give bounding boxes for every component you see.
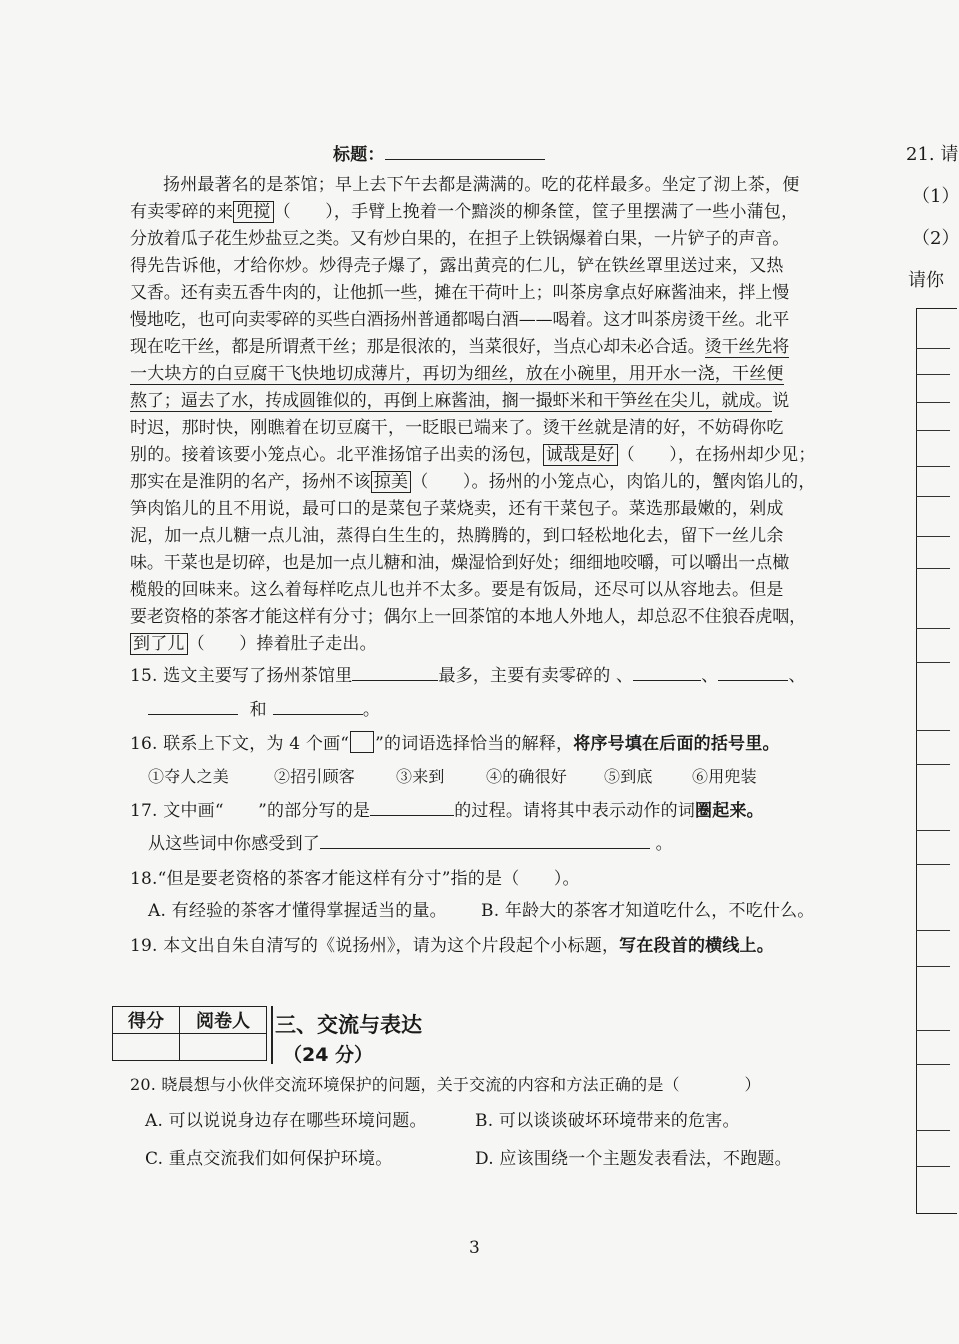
next-page-edge <box>900 0 959 1344</box>
passage-text: 有卖零碎的来 <box>130 202 234 222</box>
q21-part-1: （1） <box>912 186 959 207</box>
passage-text: （ ）。扬州的小笼点心，肉馅儿的，蟹肉馅儿的， <box>411 472 816 492</box>
writing-grid[interactable] <box>916 308 957 1214</box>
q21-fragment: 21. 请 <box>906 144 959 165</box>
section-score: （24 分） <box>283 1044 374 1066</box>
q18-option-a: A. 有经验的茶客才懂得掌握适当的量。 <box>148 901 447 921</box>
grid-line <box>916 348 950 349</box>
passage-line-16: 榄般的回味来。这么着每样吃点儿也并不太多。要是有饭局，还尽可以从容地去。但是 <box>130 580 784 600</box>
passage-text: （ ），在扬州却少见； <box>617 445 816 465</box>
passage-line-8 <box>130 361 784 387</box>
question-17 <box>130 797 764 824</box>
q15-sep: 、 <box>701 666 719 686</box>
score-cell[interactable] <box>113 1034 180 1061</box>
grid-line <box>916 830 950 831</box>
q15-blank-2[interactable] <box>633 662 701 681</box>
passage-text: （ ），手臂上挽着一个黯淡的柳条筐，筐子里摆满了一些小蒲包， <box>273 202 799 222</box>
q18-option-b: B. 年龄大的茶客才知道吃什么，不吃什么。 <box>481 901 815 921</box>
q17-bold-text: 圈起来。 <box>695 801 764 821</box>
question-15 <box>130 662 806 689</box>
passage-line-15: 味。干菜也是切碎，也是加一点儿糖和油，燥湿恰到好处；细细地咬嚼，可以嚼出一点橄 <box>130 553 790 573</box>
passage-line-11 <box>130 442 816 468</box>
boxed-word-daoleer: 到了儿 <box>130 633 188 655</box>
score-header: 得分 <box>113 1007 180 1034</box>
passage-text: （ ）捧着肚子走出。 <box>187 634 377 654</box>
question-20: 20. 晓晨想与小伙伴交流环境保护的问题，关于交流的内容和方法正确的是（ ） <box>130 1075 761 1094</box>
section-title: 三、交流与表达 <box>275 1013 422 1037</box>
grader-cell[interactable] <box>180 1034 267 1061</box>
question-15-cont <box>148 696 380 723</box>
passage-line-7 <box>130 334 789 360</box>
passage-line-14: 泥，加一点儿糖一点儿油，蒸得白生生的，热腾腾的，到口轻松地化去，留下一丝儿余 <box>130 526 784 546</box>
q15-blank-5[interactable] <box>273 696 363 715</box>
q15-end: 。 <box>362 700 381 720</box>
question-17-cont <box>148 830 673 857</box>
title-label: 标题： <box>333 145 385 165</box>
q17-end: 。 <box>655 834 673 854</box>
grid-line <box>916 930 950 931</box>
q16-text: ”的词语选择恰当的解释， <box>375 734 574 754</box>
passage-text: 别的。接着该要小笼点心。北平淮扬馆子出卖的汤包， <box>130 445 543 465</box>
boxed-word-chengzai: 诚哉是好 <box>543 444 618 466</box>
q18-options <box>148 898 815 924</box>
passage-line-9 <box>130 388 789 414</box>
q17-text: 从这些词中你感受到了 <box>148 834 320 854</box>
q16-text: 16. 联系上下文，为 4 个画“ <box>130 734 350 754</box>
q15-blank-1[interactable] <box>352 662 438 681</box>
grid-line <box>916 374 950 375</box>
grid-line <box>916 568 950 569</box>
passage-text: 那实在是淮阴的名产，扬州不该 <box>130 472 371 492</box>
q20-option-d: D. 应该围绕一个主题发表看法，不跑题。 <box>475 1149 792 1169</box>
grid-line <box>916 496 950 497</box>
q16-option: ①夺人之美 <box>148 767 230 786</box>
question-18: 18.“但是要老资格的茶客才能这样有分寸”指的是（ ）。 <box>130 869 580 889</box>
q16-option: ③来到 <box>396 767 445 786</box>
q15-and: 和 <box>249 700 267 720</box>
question-16 <box>130 731 780 757</box>
grid-line <box>916 466 950 467</box>
q16-option: ②招引顾客 <box>274 767 356 786</box>
q15-text: 最多，主要有卖零碎的 、 <box>438 666 634 686</box>
passage-line-2 <box>130 199 798 225</box>
q20-option-c: C. 重点交流我们如何保护环境。 <box>145 1149 393 1169</box>
q16-options <box>148 764 792 790</box>
q19-bold-text: 写在段首的横线上。 <box>619 936 774 956</box>
passage-line-12 <box>130 469 816 495</box>
grid-line <box>916 730 950 731</box>
q19-text: 19. 本文出自朱自清写的《说扬州》，请为这个片段起个小标题， <box>130 936 620 956</box>
grid-line <box>916 430 950 431</box>
q17-blank-2[interactable] <box>320 830 650 849</box>
passage-line-4: 得先告诉他，才给你炒。炒得壳子爆了，露出黄亮的仁儿，铲在铁丝罩里送过来，又热 <box>130 256 784 276</box>
score-table-input-row <box>113 1034 267 1061</box>
underlined-text: 熬了；逼去了水，抟成圆锥似的，再倒上麻酱油，搁一撮虾米和干笋丝在尖儿，就成。 <box>130 391 773 411</box>
passage-line-1: 扬州最著名的是茶馆；早上去下午去都是满满的。吃的花样最多。坐定了沏上茶，便 <box>163 175 800 195</box>
grid-line <box>916 1166 950 1167</box>
page-number: 3 <box>469 1238 480 1258</box>
boxed-word-lueme: 掠美 <box>371 471 411 493</box>
q15-sep: 、 <box>788 666 806 686</box>
underlined-text: 烫干丝先将 <box>704 337 790 357</box>
passage-line-6: 慢地吃，也可向卖零碎的买些白酒扬州普通都喝白酒——喝着。这才叫茶房烫干丝。北平 <box>130 310 790 330</box>
passage-line-18 <box>130 631 377 657</box>
grid-line <box>916 864 950 865</box>
q15-blank-4[interactable] <box>148 696 238 715</box>
question-19 <box>130 933 774 959</box>
underlined-text: 一大块方的白豆腐干飞快地切成薄片，再切为细丝，放在小碗里，用开水一浇，干丝便 <box>130 364 784 384</box>
grid-line <box>916 1130 950 1131</box>
grid-line <box>916 628 950 629</box>
q20-options-row-2 <box>145 1146 792 1172</box>
q21-part-2: （2） <box>912 228 959 249</box>
passage-line-10: 时迟，那时快，刚瞧着在切豆腐干，一眨眼已端来了。烫干丝就是清的好，不妨碍你吃 <box>130 418 784 438</box>
q20-option-b: B. 可以谈谈破坏环境带来的危害。 <box>475 1111 740 1131</box>
q16-bold-text: 将序号填在后面的括号里。 <box>573 734 780 754</box>
passage-line-3: 分放着瓜子花生炒盐豆之类。又有炒白果的，在担子上铁锅爆着白果，一片铲子的声音。 <box>130 229 790 249</box>
passage-text: 现在吃干丝，都是所谓煮干丝；那是很浓的，当菜很好，当点心却未必合适。 <box>130 337 705 357</box>
grid-line <box>916 764 950 765</box>
q20-options-row-1 <box>145 1108 740 1134</box>
passage-line-13: 笋肉馅儿的且不用说，最可口的是菜包子菜烧卖，还有干菜包子。菜选那最嫩的，剁成 <box>130 499 784 519</box>
passage-line-17: 要老资格的茶客才能这样有分寸；偶尔上一回茶馆的本地人外地人，却总忍不住狼吞虎咽， <box>130 607 806 627</box>
q17-blank-1[interactable] <box>370 797 454 816</box>
q17-text: 的过程。请将其中表示动作的词 <box>454 801 696 821</box>
q16-option: ⑤到底 <box>604 767 653 786</box>
grid-line <box>916 1064 950 1065</box>
grader-header: 阅卷人 <box>180 1007 267 1034</box>
grid-line <box>916 966 950 967</box>
q15-text: 15. 选文主要写了扬州茶馆里 <box>130 666 353 686</box>
grid-line <box>916 662 950 663</box>
q16-option: ④的确很好 <box>486 767 568 786</box>
title-blank[interactable] <box>385 141 545 160</box>
title-line <box>333 141 545 168</box>
score-table-header-row <box>113 1007 267 1034</box>
q16-option: ⑥用兜装 <box>692 767 757 786</box>
box-symbol <box>350 731 374 753</box>
ask-fragment: 请你 <box>908 270 944 291</box>
score-table <box>112 1006 267 1061</box>
passage-line-5: 又香。还有卖五香牛肉的，让他抓一些，摊在干荷叶上；叫茶房拿点好麻酱油来，拌上慢 <box>130 283 790 303</box>
grid-line <box>916 536 950 537</box>
q20-option-a: A. 可以说说身边存在哪些环境问题。 <box>145 1111 427 1131</box>
q15-blank-3[interactable] <box>718 662 788 681</box>
grid-line <box>916 1030 950 1031</box>
section-divider <box>271 1006 273 1064</box>
passage-text: 说 <box>772 391 790 411</box>
boxed-word-doujiao: 兜搅 <box>233 201 273 223</box>
q17-text: 17. 文中画“ ”的部分写的是 <box>130 801 371 821</box>
grid-line <box>916 402 950 403</box>
